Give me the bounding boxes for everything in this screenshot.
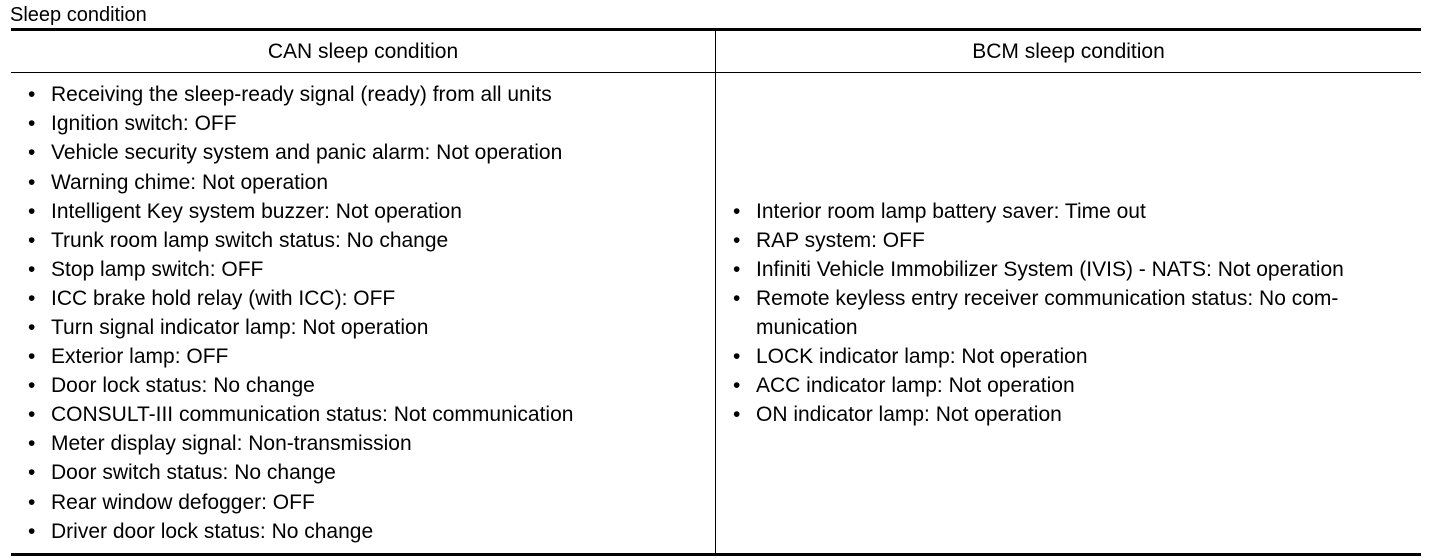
bullet-icon: • <box>28 83 36 107</box>
list-item <box>733 342 1421 371</box>
bullet-icon: • <box>28 403 36 427</box>
list-item <box>28 138 715 167</box>
bullet-icon: • <box>28 228 36 252</box>
bullet-icon: • <box>28 345 36 369</box>
list-item <box>28 371 715 400</box>
list-item <box>733 226 1421 255</box>
list-item <box>28 342 715 371</box>
list-item-text: Turn signal indicator lamp: Not operation <box>51 316 429 339</box>
list-item-text: CONSULT-III communication status: Not communication <box>51 403 574 427</box>
list-item <box>28 313 715 342</box>
list-item <box>28 255 715 284</box>
bullet-icon: • <box>28 519 36 543</box>
list-item-text: Meter display signal: Non-transmission <box>51 432 412 456</box>
list-item <box>733 400 1421 429</box>
table-row <box>11 73 1421 555</box>
bullet-icon: • <box>28 374 36 398</box>
bullet-icon: • <box>28 432 36 456</box>
bullet-icon: • <box>28 461 36 485</box>
header-can-sleep-condition: CAN sleep condition <box>11 30 716 73</box>
list-item-text: Rear window defogger: OFF <box>51 490 315 514</box>
list-item-text: Interior room lamp battery saver: Time out <box>756 199 1146 223</box>
can-conditions-list <box>11 80 715 546</box>
list-item <box>28 429 715 458</box>
list-item <box>733 197 1421 226</box>
bullet-icon: • <box>28 170 36 194</box>
list-item-text: Intelligent Key system buzzer: Not operation <box>51 199 462 223</box>
list-item <box>733 255 1421 284</box>
list-item-text: Receiving the sleep-ready signal (ready) from all units <box>51 83 552 107</box>
list-item-text: Door switch status: No change <box>51 461 336 485</box>
bullet-icon: • <box>733 345 741 369</box>
list-item <box>28 400 715 429</box>
list-item <box>733 284 1421 342</box>
list-item <box>28 488 715 517</box>
list-item-text: Driver door lock status: No change <box>51 519 374 543</box>
bcm-conditions-list <box>716 197 1421 430</box>
list-item-text: Remote keyless entry receiver communication status: No com-munication <box>756 286 1339 339</box>
table-header-row <box>11 30 1421 73</box>
header-bcm-sleep-condition: BCM sleep condition <box>716 30 1422 73</box>
bullet-icon: • <box>733 286 741 310</box>
list-item <box>28 284 715 313</box>
list-item-text: LOCK indicator lamp: Not operation <box>756 345 1088 369</box>
bullet-icon: • <box>733 199 741 223</box>
list-item-text: Trunk room lamp switch status: No change <box>51 228 449 252</box>
list-item-text: Vehicle security system and panic alarm: Not operation <box>51 141 563 165</box>
list-item-text: ACC indicator lamp: Not operation <box>756 374 1075 398</box>
bcm-conditions-cell <box>716 73 1422 555</box>
list-item <box>28 226 715 255</box>
list-item <box>28 80 715 109</box>
list-item-text: Warning chime: Not operation <box>51 170 329 194</box>
list-item-text: Stop lamp switch: OFF <box>51 257 264 281</box>
bullet-icon: • <box>28 316 36 339</box>
list-item-text: RAP system: OFF <box>756 228 925 252</box>
list-item-text: Ignition switch: OFF <box>51 112 237 136</box>
list-item <box>28 109 715 138</box>
bullet-icon: • <box>28 199 36 223</box>
bullet-icon: • <box>28 490 36 514</box>
list-item <box>28 517 715 546</box>
list-item <box>28 458 715 487</box>
list-item <box>733 371 1421 400</box>
list-item-text: Exterior lamp: OFF <box>51 345 229 369</box>
list-item-text: Infiniti Vehicle Immobilizer System (IVIS) - NATS: Not operation <box>756 257 1344 281</box>
bullet-icon: • <box>733 228 741 252</box>
bullet-icon: • <box>733 257 741 281</box>
bullet-icon: • <box>28 112 36 136</box>
list-item-text: ON indicator lamp: Not operation <box>756 403 1062 427</box>
list-item-text: Door lock status: No change <box>51 374 315 398</box>
bullet-icon: • <box>733 374 741 398</box>
bullet-icon: • <box>28 286 36 310</box>
table-caption: Sleep condition <box>10 4 147 26</box>
bullet-icon: • <box>28 141 36 165</box>
list-item <box>28 168 715 197</box>
list-item-text: ICC brake hold relay (with ICC): OFF <box>51 286 396 310</box>
bullet-icon: • <box>28 257 36 281</box>
list-item <box>28 197 715 226</box>
bullet-icon: • <box>733 403 741 427</box>
can-conditions-cell <box>11 73 716 555</box>
sleep-condition-table <box>11 28 1421 556</box>
